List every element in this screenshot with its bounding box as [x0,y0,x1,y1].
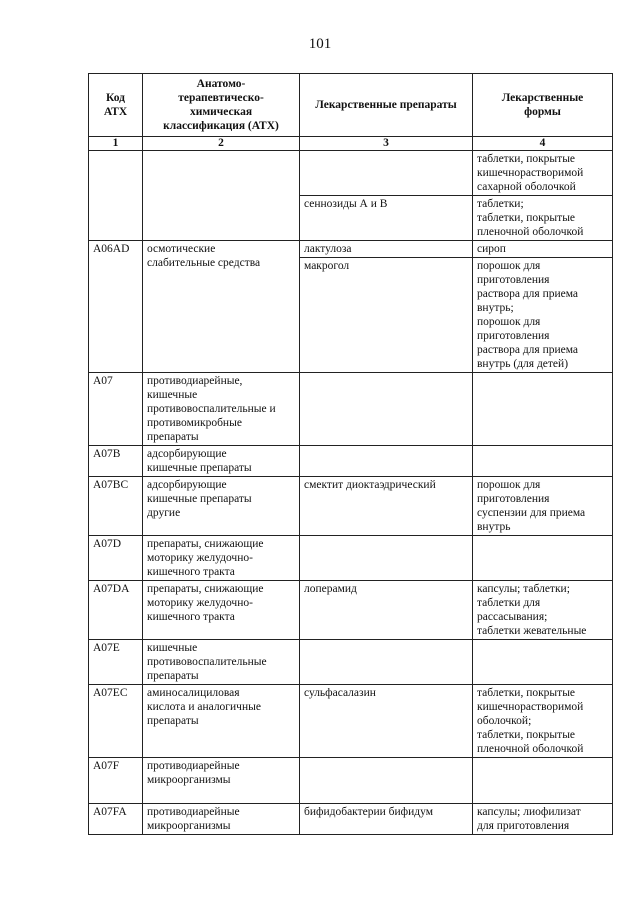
drug-cell: сеннозиды А и В [300,196,473,241]
classification-cell: адсорбирующие кишечные препараты другие [143,477,300,536]
dosage-form-cell: таблетки; таблетки, покрытые пленочной оболочкой [473,196,613,241]
header-atc-code: Код АТХ [89,74,143,137]
dosage-form-cell: порошок для приготовления раствора для приема внутрь; порошок для приготовления раствора для приема внутрь (для детей) [473,258,613,373]
classification-cell: противодиарейные микроорганизмы [143,804,300,835]
dosage-form-cell [473,446,613,477]
dosage-form-cell: таблетки, покрытые кишечнорастворимой сахарной оболочкой [473,151,613,196]
drug-cell: макрогол [300,258,473,373]
table-row [89,640,613,685]
classification-cell: кишечные противовоспалительные препараты [143,640,300,685]
dosage-form-cell: сироп [473,241,613,258]
atc-code-cell: A07F [89,758,143,804]
table-row [89,758,613,804]
classification-cell: препараты, снижающие моторику желудочно- кишечного тракта [143,536,300,581]
column-number: 4 [473,137,613,151]
table-row [89,241,613,258]
classification-cell: препараты, снижающие моторику желудочно- кишечного тракта [143,581,300,640]
header-atc-classification: Анатомо- терапевтическо- химическая классификация (АТХ) [143,74,300,137]
drug-cell [300,640,473,685]
drug-cell [300,373,473,446]
table-header-row [89,74,613,137]
atc-code-cell: A07B [89,446,143,477]
drug-cell: бифидобактерии бифидум [300,804,473,835]
table-row [89,373,613,446]
table-row [89,151,613,196]
dosage-form-cell: капсулы; лиофилизат для приготовления [473,804,613,835]
atc-code-cell: A07EC [89,685,143,758]
dosage-form-cell: порошок для приготовления суспензии для приема внутрь [473,477,613,536]
table-row [89,446,613,477]
drug-cell [300,151,473,196]
drug-cell: сульфасалазин [300,685,473,758]
drug-cell: лоперамид [300,581,473,640]
classification-cell: осмотические слабительные средства [143,241,300,373]
drug-cell: лактулоза [300,241,473,258]
table-row [89,477,613,536]
column-number: 3 [300,137,473,151]
dosage-form-cell: капсулы; таблетки; таблетки для рассасывания; таблетки жевательные [473,581,613,640]
classification-cell: противодиарейные, кишечные противовоспалительные и противомикробные препараты [143,373,300,446]
page-number: 101 [308,36,332,52]
atc-code-cell: A07 [89,373,143,446]
drug-cell: смектит диоктаэдрический [300,477,473,536]
atc-code-cell: A07FA [89,804,143,835]
table-row [89,581,613,640]
classification-cell: противодиарейные микроорганизмы [143,758,300,804]
dosage-form-cell: таблетки, покрытые кишечнорастворимой оболочкой; таблетки, покрытые пленочной оболочкой [473,685,613,758]
classification-cell: аминосалициловая кислота и аналогичные препараты [143,685,300,758]
atc-code-cell [89,151,143,241]
dosage-form-cell [473,640,613,685]
table-row [89,804,613,835]
table-row [89,536,613,581]
dosage-form-cell [473,536,613,581]
classification-cell [143,151,300,241]
atc-code-cell: A06AD [89,241,143,373]
dosage-form-cell [473,373,613,446]
column-number-row [89,137,613,151]
drug-cell [300,758,473,804]
table-row [89,685,613,758]
atc-code-cell: A07E [89,640,143,685]
column-number: 1 [89,137,143,151]
header-drugs: Лекарственные препараты [300,74,473,137]
header-dosage-forms: Лекарственные формы [473,74,613,137]
classification-cell: адсорбирующие кишечные препараты [143,446,300,477]
column-number: 2 [143,137,300,151]
atc-code-cell: A07DA [89,581,143,640]
dosage-form-cell [473,758,613,804]
atc-code-cell: A07BC [89,477,143,536]
atc-code-cell: A07D [89,536,143,581]
drug-cell [300,536,473,581]
drug-cell [300,446,473,477]
atc-drug-table [88,73,613,835]
